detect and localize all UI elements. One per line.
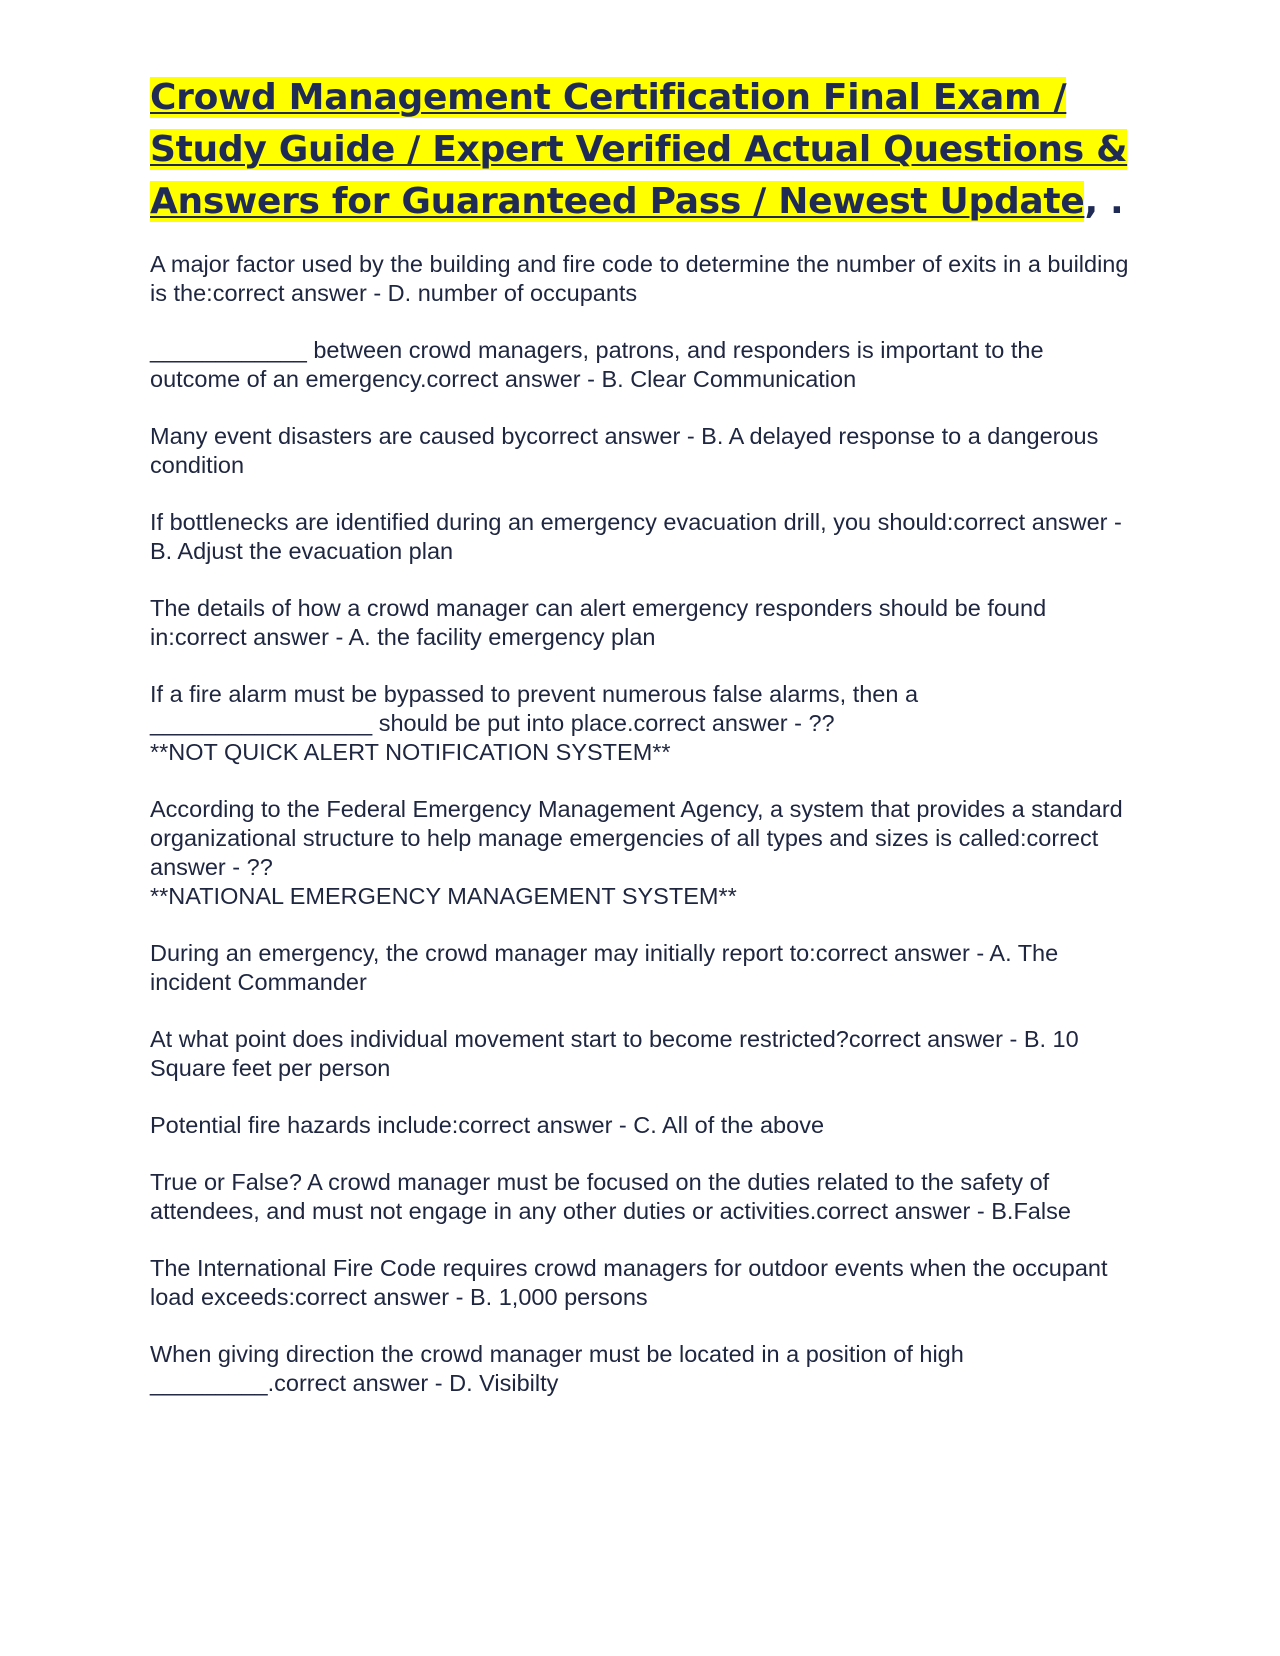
qa-item: The details of how a crowd manager can alert emergency responders should be found in:correct answer - A. the facility emergency plan — [150, 595, 1047, 650]
qa-item: ____________ between crowd managers, patrons, and responders is important to the outcome of an emergency.correct answer - B. Clear Communication — [150, 337, 1044, 392]
qa-item: If bottlenecks are identified during an emergency evacuation drill, you should:correct answer - B. Adjust the evacuation plan — [150, 509, 1122, 564]
qa-item: At what point does individual movement start to become restricted?correct answer - B. 10 Square feet per person — [150, 1026, 1079, 1081]
document-title-suffix: , . — [1084, 181, 1124, 222]
qa-item: The International Fire Code requires crowd managers for outdoor events when the occupant load exceeds:correct answer - B. 1,000 persons — [150, 1255, 1108, 1310]
qa-item: Many event disasters are caused bycorrect answer - B. A delayed response to a dangerous condition — [150, 423, 1099, 478]
qa-item: Potential fire hazards include:correct answer - C. All of the above — [150, 1112, 825, 1138]
document-title-highlighted: Crowd Management Certification Final Exam / Study Guide / Expert Verified Actual Questions & Answers for Guaranteed Pass / Newest Update — [150, 77, 1128, 222]
qa-item: True or False? A crowd manager must be focused on the duties related to the safety of attendees, and must not engage in any other duties or activities.correct answer - B.False — [150, 1169, 1071, 1224]
qa-item: According to the Federal Emergency Management Agency, a system that provides a standard organizational structure to help manage emergencies of all types and sizes is called:correct answer - ?? **NATIONAL EMERGENCY MANAGEMENT SYSTEM** — [150, 796, 1123, 909]
qa-item: If a fire alarm must be bypassed to prevent numerous false alarms, then a _________________ should be put into place.correct answer - ?? **NOT QUICK ALERT NOTIFICATION SYSTEM** — [150, 681, 919, 765]
qa-item: During an emergency, the crowd manager may initially report to:correct answer - A. The incident Commander — [150, 940, 1059, 995]
qa-item: When giving direction the crowd manager must be located in a position of high _________.correct answer - D. Visibilty — [150, 1341, 964, 1396]
document-page — [150, 72, 1130, 1426]
document-title — [150, 72, 1130, 228]
qa-item: A major factor used by the building and fire code to determine the number of exits in a building is the:correct answer - D. number of occupants — [150, 251, 1129, 306]
